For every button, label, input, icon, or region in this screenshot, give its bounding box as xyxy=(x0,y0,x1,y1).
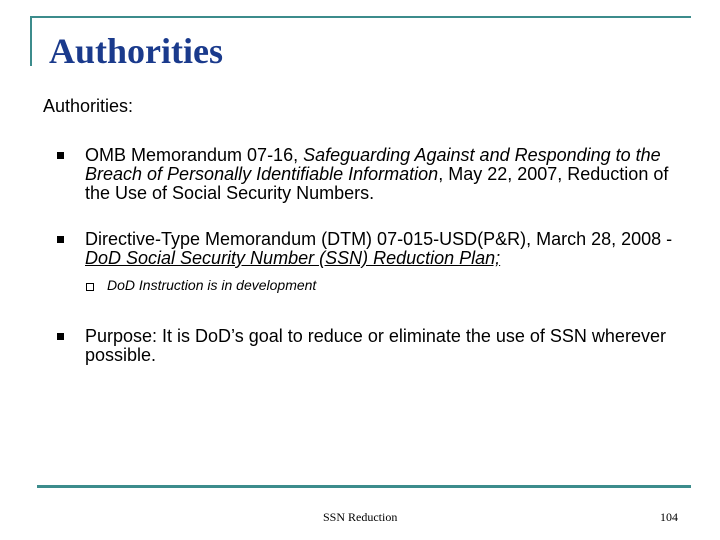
bullet-item-purpose: Purpose: It is DoD’s goal to reduce or eliminate the use of SSN wherever possible. xyxy=(85,326,666,365)
bullet-text: , May 22, 2007, Reduction of the Use of Social Security Numbers. xyxy=(85,164,669,203)
left-rule xyxy=(30,16,32,66)
footer-text: SSN Reduction xyxy=(323,510,398,524)
bottom-rule xyxy=(37,485,691,488)
bullet-item-omb xyxy=(85,146,695,203)
sub-bullet-text: DoD Instruction is in development xyxy=(107,277,317,293)
bullet-icon xyxy=(57,152,64,159)
page-number: 104 xyxy=(660,510,678,524)
intro-text: Authorities: xyxy=(43,96,134,116)
sub-bullet-icon xyxy=(86,283,94,291)
top-rule xyxy=(30,16,691,18)
bullet-icon xyxy=(57,236,64,243)
bullet-italic-text: DoD Social Security Number (SSN) Reduction Plan; xyxy=(85,248,501,268)
bullet-italic-text: Safeguarding Against and Responding to the Breach of Personally Identifiable Information xyxy=(85,145,661,184)
bullet-text: Directive-Type Memorandum (DTM) 07-015-USD(P&R), March 28, 2008 - xyxy=(85,229,673,249)
slide-title: Authorities xyxy=(49,31,223,71)
bullet-item-dtm xyxy=(85,230,695,268)
bullet-text: OMB Memorandum 07-16, xyxy=(85,145,304,165)
bullet-icon xyxy=(57,333,64,340)
